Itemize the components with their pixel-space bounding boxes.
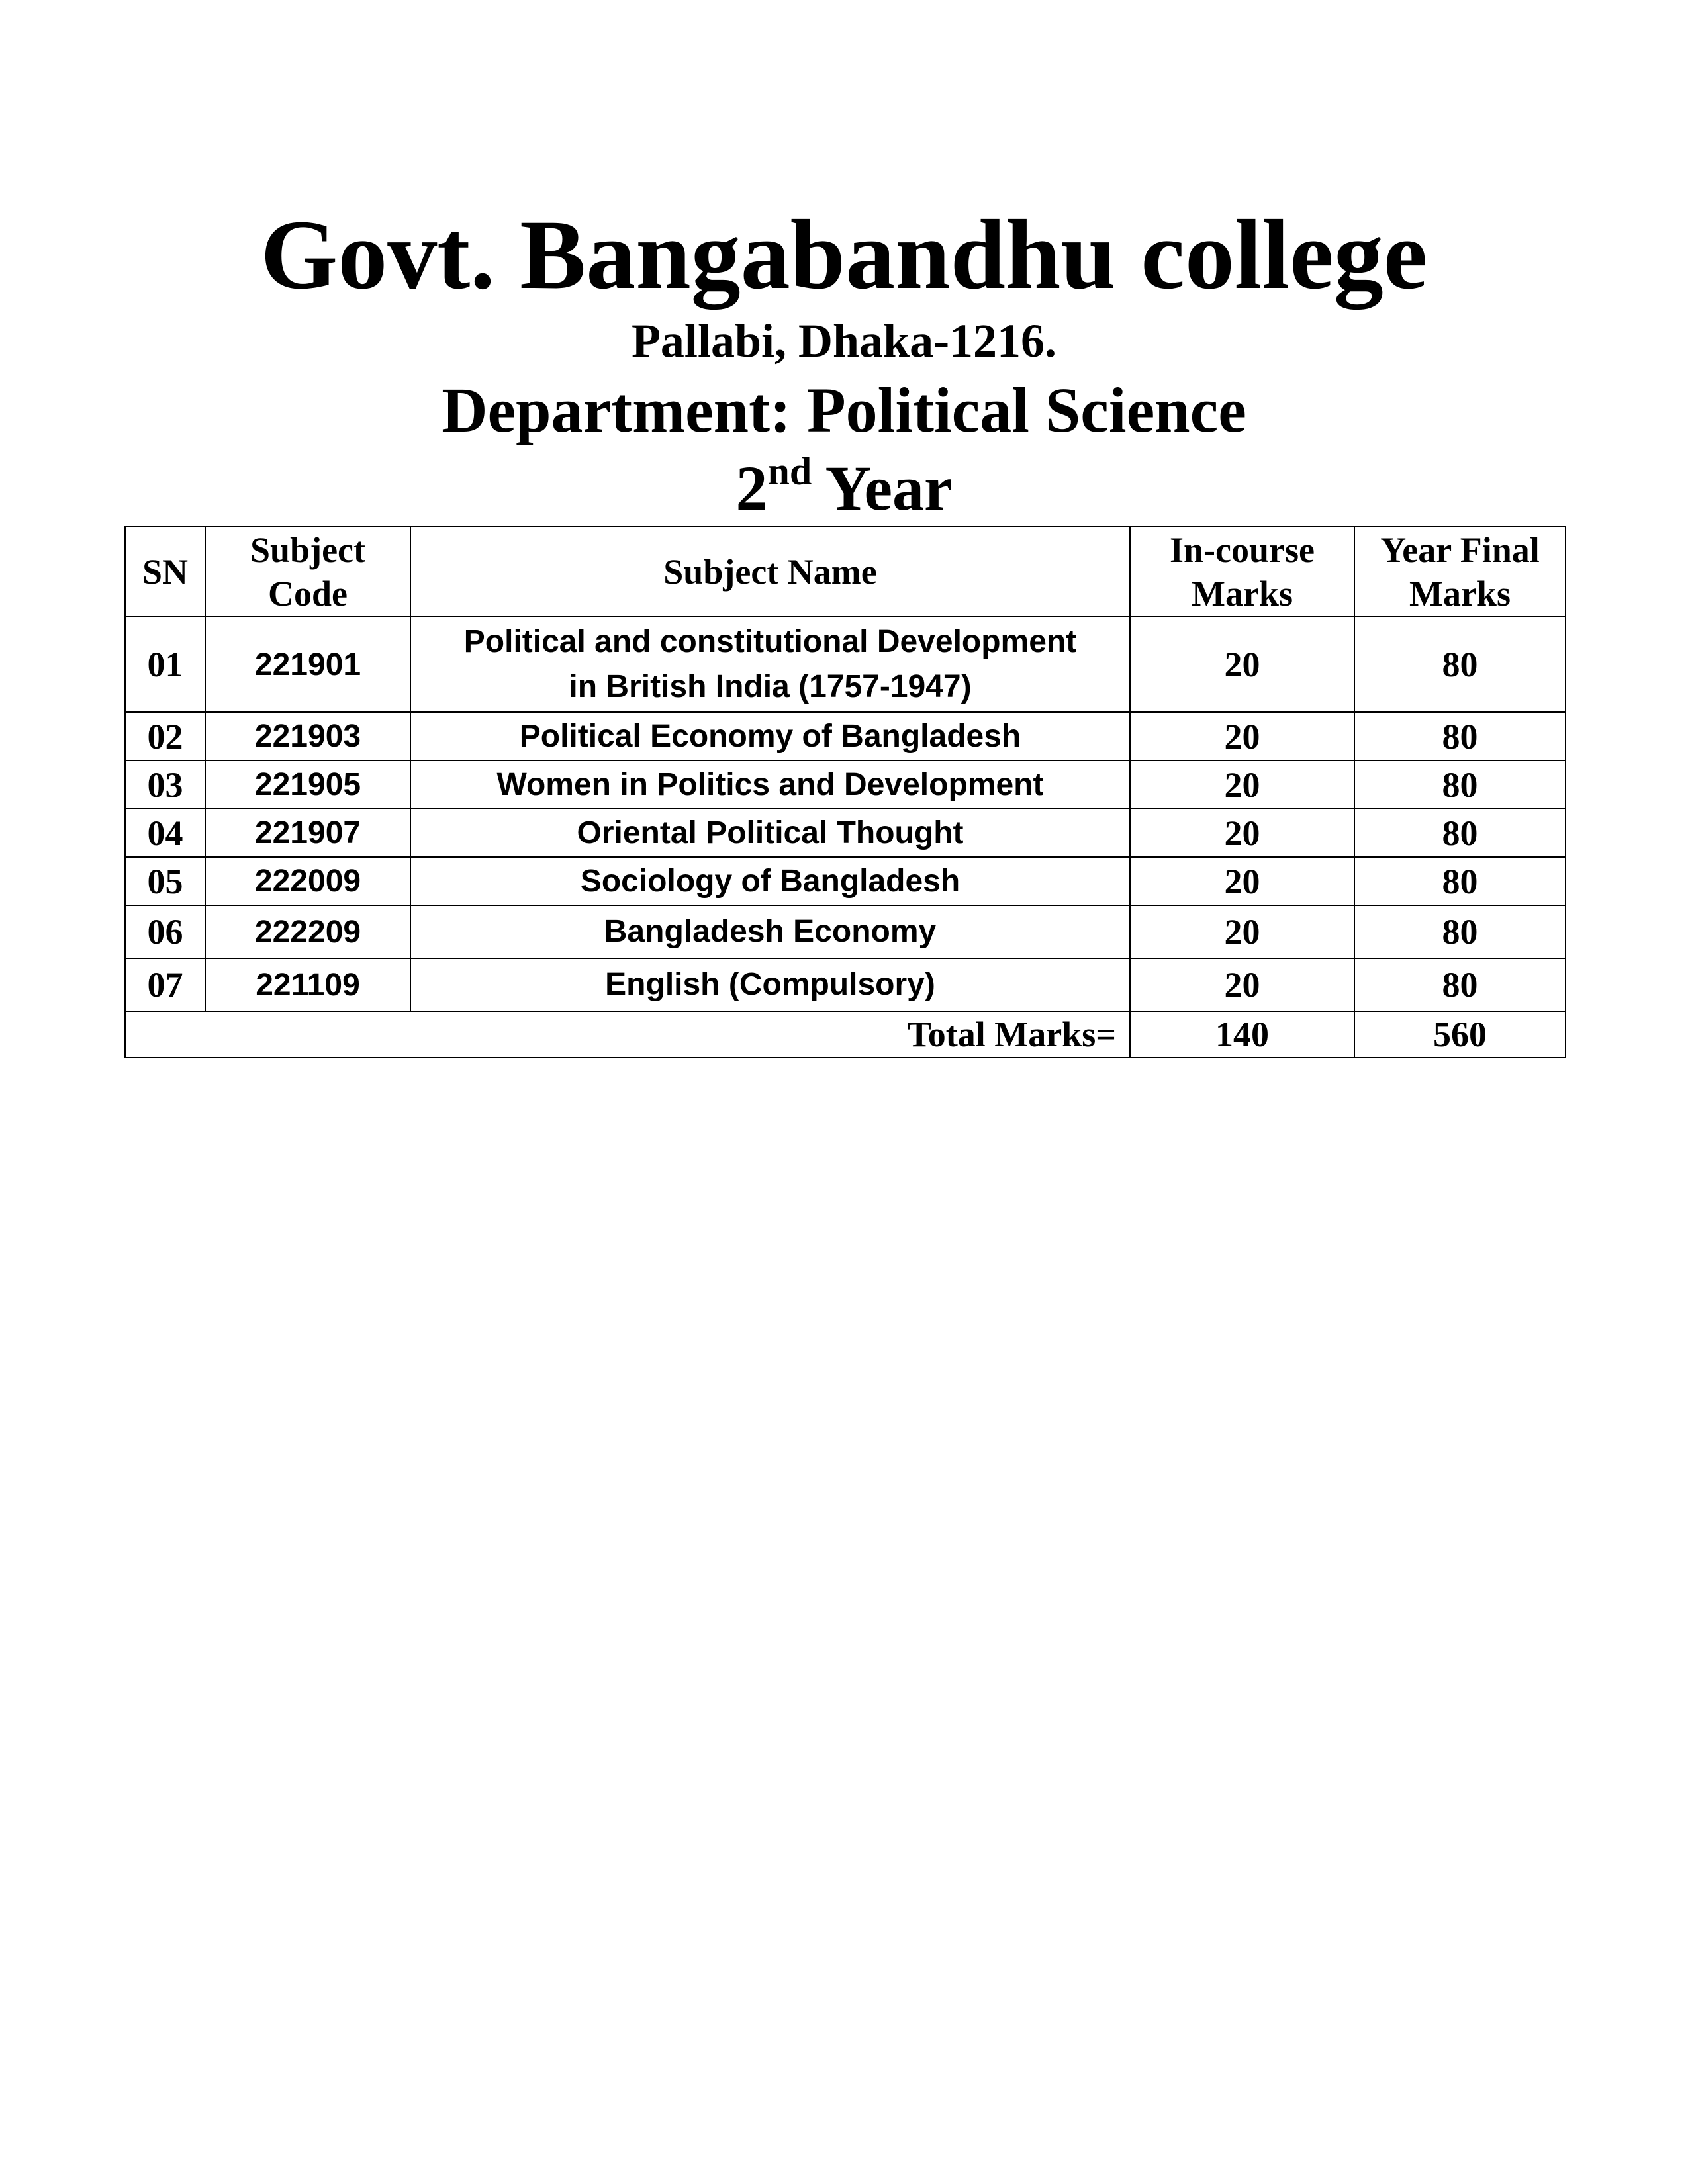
table-row [125, 760, 1566, 809]
cell-incourse: 20 [1130, 617, 1354, 712]
cell-sn: 02 [125, 712, 205, 760]
total-marks-label: Total Marks= [125, 1011, 1130, 1058]
cell-incourse: 20 [1130, 857, 1354, 905]
cell-code: 221903 [205, 712, 410, 760]
cell-name: Political and constitutional Development in British India (1757-1947) [410, 617, 1130, 712]
year-number: 2 [735, 453, 768, 523]
cell-final: 80 [1354, 905, 1566, 958]
cell-code: 221907 [205, 809, 410, 857]
year-title [0, 450, 1688, 526]
cell-name: English (Compulsory) [410, 958, 1130, 1011]
table-row [125, 958, 1566, 1011]
cell-final: 80 [1354, 958, 1566, 1011]
cell-incourse: 20 [1130, 958, 1354, 1011]
header-subject-code: Subject Code [205, 527, 410, 617]
cell-incourse: 20 [1130, 809, 1354, 857]
header-sn: SN [125, 527, 205, 617]
cell-code: 222209 [205, 905, 410, 958]
cell-sn: 05 [125, 857, 205, 905]
cell-code: 221109 [205, 958, 410, 1011]
cell-name: Oriental Political Thought [410, 809, 1130, 857]
table-row [125, 809, 1566, 857]
total-incourse-marks: 140 [1130, 1011, 1354, 1058]
college-address: Pallabi, Dhaka-1216. [631, 314, 1057, 367]
cell-name: Women in Politics and Development [410, 760, 1130, 809]
table-header-row [125, 527, 1566, 617]
cell-sn: 03 [125, 760, 205, 809]
cell-code: 221901 [205, 617, 410, 712]
year-suffix: nd [767, 449, 812, 493]
department-title: Department: Political Science [442, 375, 1246, 445]
cell-sn: 01 [125, 617, 205, 712]
cell-final: 80 [1354, 712, 1566, 760]
table-total-row [125, 1011, 1566, 1058]
cell-code: 221905 [205, 760, 410, 809]
marks-table [124, 526, 1566, 1058]
cell-code: 222009 [205, 857, 410, 905]
cell-incourse: 20 [1130, 712, 1354, 760]
table-row [125, 712, 1566, 760]
cell-sn: 04 [125, 809, 205, 857]
header-incourse-marks: In-course Marks [1130, 527, 1354, 617]
cell-final: 80 [1354, 809, 1566, 857]
cell-final: 80 [1354, 857, 1566, 905]
cell-final: 80 [1354, 760, 1566, 809]
cell-final: 80 [1354, 617, 1566, 712]
table-row [125, 905, 1566, 958]
document-header [0, 199, 1688, 526]
header-subject-name: Subject Name [410, 527, 1130, 617]
cell-name: Bangladesh Economy [410, 905, 1130, 958]
college-name: Govt. Bangabandhu college [260, 200, 1428, 310]
cell-sn: 06 [125, 905, 205, 958]
year-word: Year [825, 453, 953, 523]
table-row [125, 617, 1566, 712]
cell-incourse: 20 [1130, 760, 1354, 809]
total-final-marks: 560 [1354, 1011, 1566, 1058]
header-year-final-marks: Year Final Marks [1354, 527, 1566, 617]
cell-name: Sociology of Bangladesh [410, 857, 1130, 905]
cell-name: Political Economy of Bangladesh [410, 712, 1130, 760]
table-row [125, 857, 1566, 905]
cell-sn: 07 [125, 958, 205, 1011]
cell-incourse: 20 [1130, 905, 1354, 958]
